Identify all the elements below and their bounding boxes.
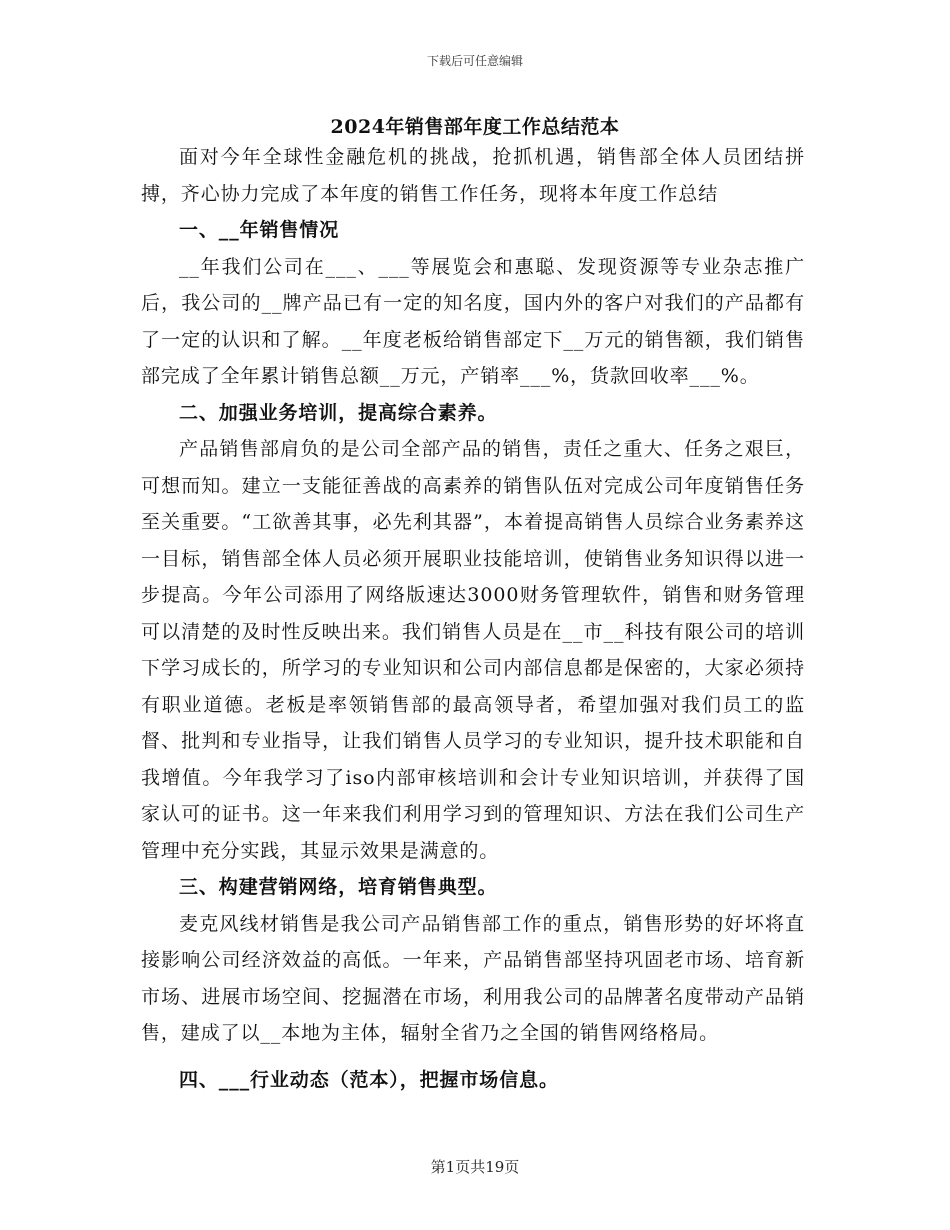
page-footer: 第1页共19页 — [430, 1158, 520, 1176]
intro-paragraph: 面对今年全球性金融危机的挑战，抢抓机遇，销售部全体人员团结拼搏，齐心协力完成了本年度的销售工作任务，现将本年度工作总结 — [141, 146, 805, 205]
document-title: 2024年销售部年度工作总结范本 — [330, 116, 620, 138]
section-1-heading: 一、__年销售情况 — [179, 219, 340, 241]
section-4-heading: 四、___行业动态（范本），把握市场信息。 — [179, 1068, 559, 1091]
section-3-paragraph: 麦克风线材销售是我公司产品销售部工作的重点，销售形势的好坏将直接影响公司经济效益的高低。一年来，产品销售部坚持巩固老市场、培育新市场、进展市场空间、挖掘潜在市场，利用我公司的品牌著名度带动产品销售，建成了以__本地为主体，辐射全省乃之全国的销售网络格局。 — [141, 912, 805, 1044]
header-note: 下载后可任意编辑 — [426, 54, 523, 68]
section-2-heading: 二、加强业务培训，提高综合素养。 — [179, 401, 498, 424]
section-3-heading: 三、构建营销网络，培育销售典型。 — [179, 876, 498, 898]
section-2-paragraph: 产品销售部肩负的是公司全部产品的销售，责任之重大、任务之艰巨，可想而知。建立一支能征善战的高素养的销售队伍对完成公司年度销售任务至关重要。“工欲善其事，必先利其器”，本着提高销售人员综合业务素养这一目标，销售部全体人员必须开展职业技能培训，使销售业务知识得以进一步提高。今年公司添用了网络版速达3000财务管理软件，销售和财务管理可以清楚的及时性反映出来。我们销售人员是在__市__科技有限公司的培训下学习成长的，所学习的专业知识和公司内部信息都是保密的，大家必须持有职业道德。老板是率领销售部的最高领导者，希望加强对我们员工的监督、批判和专业指导，让我们销售人员学习的专业知识，提升技术职能和自我增值。今年我学习了iso内部审核培训和会计专业知识培训，并获得了国家认可的证书。这一年来我们利用学习到的管理知识、方法在我们公司生产管理中充分实践，其显示效果是满意的。 — [141, 438, 805, 862]
section-1-paragraph: __年我们公司在___、___等展览会和惠聪、发现资源等专业杂志推广后，我公司的__牌产品已有一定的知名度，国内外的客户对我们的产品都有了一定的认识和了解。__年度老板给销售部定下__万元的销售额，我们销售部完成了全年累计销售总额__万元，产销率___%，货款回收率___%。 — [141, 255, 805, 387]
document-body — [141, 139, 805, 1098]
